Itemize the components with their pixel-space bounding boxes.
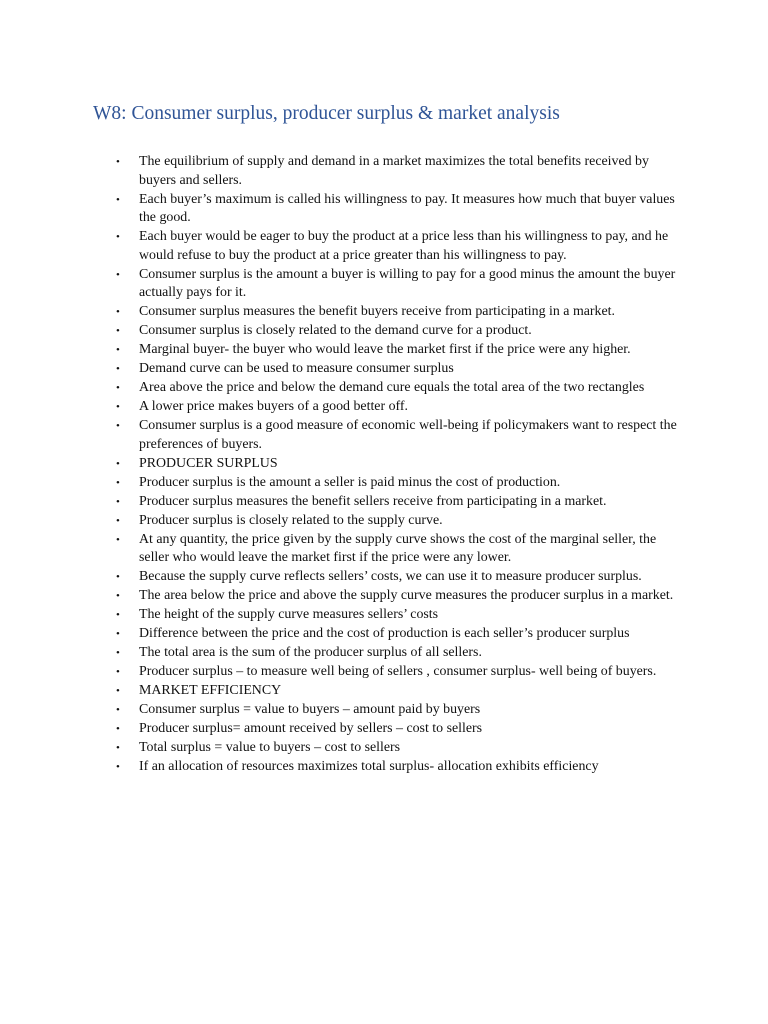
list-item-text: Because the supply curve reflects sellers’ costs, we can use it to measure producer surplus. xyxy=(139,569,642,585)
page-title: W8: Consumer surplus, producer surplus & market analysis xyxy=(93,103,560,124)
list-item-text: Marginal buyer- the buyer who would leave the market first if the price were any higher. xyxy=(139,342,631,358)
list-item-text: Demand curve can be used to measure consumer surplus xyxy=(139,361,454,377)
list-item-text: Producer surplus= amount received by sellers – cost to sellers xyxy=(139,721,483,737)
list-item-text: Consumer surplus measures the benefit buyers receive from participating in a market. xyxy=(139,304,615,320)
list-item xyxy=(0,663,679,682)
bullet-icon: • xyxy=(116,571,120,584)
bullet-icon: • xyxy=(116,723,120,736)
list-item xyxy=(0,512,679,531)
list-item-text: Each buyer’s maximum is called his willingness to pay. It measures how much that buyer values the good. xyxy=(139,191,675,226)
bullet-icon: • xyxy=(116,401,120,414)
bullet-icon: • xyxy=(116,685,120,698)
bullet-icon: • xyxy=(116,533,120,546)
list-item xyxy=(0,191,679,228)
list-item-text: Producer surplus is closely related to the supply curve. xyxy=(139,512,443,528)
list-item-text: Producer surplus measures the benefit sellers receive from participating in a market. xyxy=(139,493,607,509)
bullet-icon: • xyxy=(116,666,120,679)
list-item xyxy=(0,625,679,644)
list-item-text: If an allocation of resources maximizes total surplus- allocation exhibits efficiency xyxy=(139,759,599,775)
list-item xyxy=(0,587,679,606)
bullet-icon: • xyxy=(116,590,120,603)
bullet-icon: • xyxy=(116,514,120,527)
bullet-icon: • xyxy=(116,420,120,433)
list-item-text: Producer surplus – to measure well being of sellers , consumer surplus- well being of buyers. xyxy=(139,664,657,680)
list-item-text: Consumer surplus is the amount a buyer is willing to pay for a good minus the amount the buyer actually pays for it. xyxy=(139,266,676,301)
list-item xyxy=(0,739,679,758)
list-item xyxy=(0,455,679,474)
list-item-text: A lower price makes buyers of a good better off. xyxy=(139,399,408,415)
list-item-text: PRODUCER SURPLUS xyxy=(139,455,278,471)
list-item xyxy=(0,568,679,587)
bullet-list xyxy=(0,153,768,777)
list-item xyxy=(0,228,679,265)
bullet-icon: • xyxy=(116,382,120,395)
list-item xyxy=(0,398,679,417)
list-item xyxy=(0,720,679,739)
bullet-icon: • xyxy=(116,476,120,489)
list-item xyxy=(0,606,679,625)
bullet-icon: • xyxy=(116,647,120,660)
list-item-text: Consumer surplus = value to buyers – amount paid by buyers xyxy=(139,702,481,718)
list-item xyxy=(0,303,679,322)
list-item xyxy=(0,493,679,512)
bullet-icon: • xyxy=(116,268,120,281)
list-item-text: Producer surplus is the amount a seller is paid minus the cost of production. xyxy=(139,474,561,490)
bullet-icon: • xyxy=(116,231,120,244)
list-item xyxy=(0,266,679,303)
list-item-text: Area above the price and below the demand cure equals the total area of the two rectangles xyxy=(139,380,645,396)
bullet-icon: • xyxy=(116,628,120,641)
bullet-icon: • xyxy=(116,156,120,168)
list-item xyxy=(0,322,679,341)
list-item-text: MARKET EFFICIENCY xyxy=(139,683,282,699)
list-item-text: The area below the price and above the supply curve measures the producer surplus in a market. xyxy=(139,588,674,604)
list-item-text: The height of the supply curve measures sellers’ costs xyxy=(139,607,439,623)
list-item-text: Consumer surplus is closely related to the demand curve for a product. xyxy=(139,323,532,339)
list-item xyxy=(0,531,679,568)
list-item xyxy=(0,360,679,379)
bullet-icon: • xyxy=(116,193,120,206)
bullet-icon: • xyxy=(116,761,120,774)
bullet-icon: • xyxy=(116,306,120,319)
list-item-text: Each buyer would be eager to buy the product at a price less than his willingness to pay, and he would refuse to buy the product at a price greater than his willingness to pay. xyxy=(139,229,669,263)
bullet-icon: • xyxy=(116,742,120,755)
list-item-text: The total area is the sum of the producer surplus of all sellers. xyxy=(139,645,482,661)
list-item xyxy=(0,474,679,493)
list-item-text: At any quantity, the price given by the supply curve shows the cost of the marginal seller, the seller who would leave the market first if the price were any lower. xyxy=(139,531,657,566)
list-item xyxy=(0,379,679,398)
bullet-icon: • xyxy=(116,609,120,622)
list-item xyxy=(0,758,679,777)
bullet-icon: • xyxy=(116,495,120,508)
list-item xyxy=(0,682,679,701)
list-item-text: Total surplus = value to buyers – cost to sellers xyxy=(139,740,401,756)
list-item-text: Consumer surplus is a good measure of economic well-being if policymakers want to respect the preferences of buyers. xyxy=(139,418,677,452)
list-item-text: The equilibrium of supply and demand in a market maximizes the total benefits received by buyers and sellers. xyxy=(139,154,649,188)
list-item xyxy=(0,341,679,360)
bullet-icon: • xyxy=(116,457,120,470)
list-item xyxy=(0,417,679,454)
bullet-icon: • xyxy=(116,344,120,357)
bullet-icon: • xyxy=(116,325,120,338)
list-item xyxy=(0,701,679,720)
bullet-icon: • xyxy=(116,704,120,717)
list-item xyxy=(0,153,679,190)
list-item xyxy=(0,644,679,663)
bullet-icon: • xyxy=(116,363,120,376)
list-item-text: Difference between the price and the cost of production is each seller’s producer surplus xyxy=(139,626,630,642)
